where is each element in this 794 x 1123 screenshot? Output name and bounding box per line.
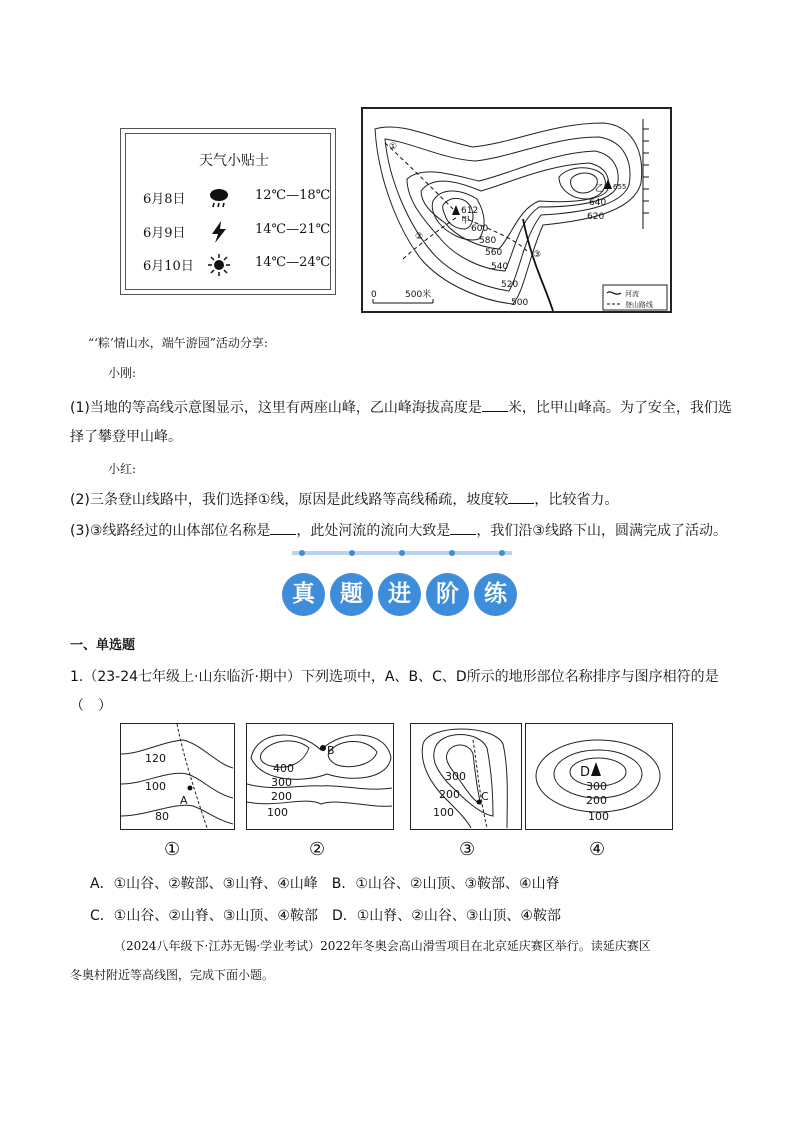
q3-text-b: ，此处河流的流向大致是 — [296, 523, 451, 539]
next-question-intro-continued: 冬奥村附近等高线图，完成下面小题。 — [70, 968, 275, 982]
contour-label-640: 640 — [589, 198, 607, 208]
speaker-xiaohong: 小红: — [108, 462, 137, 476]
rain-cloud-icon — [207, 186, 231, 210]
options-row-2[interactable]: C．①山谷、②山脊、③山顶、④鞍部 D．①山脊、②山谷、③山顶、④鞍部 — [90, 908, 561, 924]
figure-1-level: 120 — [145, 752, 166, 765]
figure-valley — [120, 723, 235, 830]
figure-4-number: ④ — [589, 839, 606, 860]
cliff-symbol — [643, 119, 649, 229]
figure-3-level: 200 — [439, 788, 460, 801]
q3-text-c: ，我们沿③线路下山，圆满完成了活动。 — [476, 523, 727, 539]
figure-4-svg — [526, 724, 671, 828]
banner-char: 真 — [282, 573, 325, 616]
figure-2-number: ② — [309, 839, 326, 860]
weather-date: 6月9日 — [143, 226, 186, 241]
figure-3-level: 100 — [433, 806, 454, 819]
q1-text-a: (1)当地的等高线示意图显示，这里有两座山峰，乙山峰海拔高度是 — [70, 400, 482, 416]
banner-char: 练 — [474, 573, 517, 616]
figure-1-number: ① — [164, 839, 181, 860]
speaker-xiaogang: 小刚: — [108, 366, 137, 380]
weather-temp: 14℃—21℃ — [255, 222, 331, 237]
contour-map — [361, 107, 672, 313]
figure-3-point: C — [481, 790, 489, 803]
question-3-line — [70, 520, 727, 540]
contour-label-580: 580 — [479, 236, 497, 246]
peak-yi-elev: 655 — [613, 183, 627, 191]
answer-blank[interactable] — [450, 521, 476, 535]
route-1-label: ① — [389, 142, 398, 152]
q1-text-b: 米，比甲山峰高。为了安全，我们选 — [507, 400, 732, 416]
peak-jia-marker — [452, 205, 460, 215]
route-2-label: ② — [415, 232, 424, 242]
contour-label-620: 620 — [587, 212, 605, 222]
legend-route-label: 登山路线 — [625, 301, 653, 309]
answer-blank[interactable] — [270, 521, 296, 535]
weather-date: 6月10日 — [143, 259, 194, 274]
weather-row — [143, 253, 333, 275]
sun-icon — [207, 253, 231, 277]
scale-distance: 500米 — [405, 290, 432, 300]
peak-yi-name: 乙 — [595, 184, 605, 194]
contour-label-560: 560 — [485, 248, 503, 258]
figure-peak — [525, 723, 673, 830]
weather-card-inner-border — [125, 133, 331, 290]
answer-blank[interactable] — [508, 490, 534, 504]
peak-jia-name: 甲 — [461, 216, 471, 226]
section-title: 一、单选题 — [70, 638, 136, 653]
activity-intro: “‘粽’情山水，端午游园”活动分享: — [88, 336, 268, 350]
figure-4-level: 300 — [586, 780, 607, 793]
figure-1-point: A — [180, 794, 188, 807]
q2-text-a: (2)三条登山线路中，我们选择①线，原因是此线路等高线稀疏，坡度较 — [70, 492, 509, 508]
figure-2-level: 200 — [271, 790, 292, 803]
contour-label-520: 520 — [501, 280, 519, 290]
q2-text-b: ，比较省力。 — [534, 492, 619, 508]
figure-1-level: 100 — [145, 780, 166, 793]
lightning-icon — [207, 220, 231, 244]
figure-4-level: 200 — [586, 794, 607, 807]
contour-540 — [407, 151, 618, 271]
figure-2-svg — [247, 724, 392, 828]
contour-label-600: 600 — [471, 224, 489, 234]
banner-char: 题 — [330, 573, 373, 616]
figure-4-point: D — [580, 765, 591, 780]
route-2 — [403, 217, 457, 259]
legend-river-label: 河流 — [625, 290, 639, 298]
scale-zero: 0 — [371, 290, 377, 300]
q3-text-a: (3)③线路经过的山体部位名称是 — [70, 523, 271, 539]
contour-label-500: 500 — [511, 298, 529, 308]
weather-row — [143, 220, 333, 242]
contour-560 — [421, 163, 608, 249]
figure-2-level: 100 — [267, 806, 288, 819]
figure-1-level: 80 — [155, 810, 169, 823]
figure-3-level: 300 — [445, 770, 466, 783]
question-1-paren[interactable]: （ ） — [70, 698, 112, 714]
contour-label-540: 540 — [491, 262, 509, 272]
question-1-continued: 择了攀登甲山峰。 — [70, 429, 182, 445]
banner-dotted-rule — [282, 547, 522, 559]
banner-char: 进 — [378, 573, 421, 616]
route-1 — [385, 143, 453, 209]
weather-row — [143, 186, 333, 208]
weather-card — [120, 128, 336, 295]
figure-2-level: 400 — [273, 762, 294, 775]
figure-4-level: 100 — [588, 810, 609, 823]
weather-date: 6月8日 — [143, 192, 186, 207]
figure-2-level: 300 — [271, 776, 292, 789]
peak-jia-elev: 612 — [461, 206, 479, 216]
contour-640 — [571, 173, 598, 193]
contour-map-svg — [363, 109, 670, 311]
figure-1-svg — [121, 724, 233, 828]
figure-2-point: B — [327, 744, 335, 757]
route-3-label: ③ — [533, 250, 542, 260]
options-row-1[interactable]: A．①山谷、②鞍部、③山脊、④山峰 B．①山谷、②山顶、③鞍部、④山脊 — [90, 876, 560, 892]
weather-temp: 12℃—18℃ — [255, 188, 331, 203]
figure-ridge — [410, 723, 522, 830]
figure-3-number: ③ — [459, 839, 476, 860]
next-question-intro: （2024八年级下·江苏无锡·学业考试）2022年冬奥会高山滑雪项目在北京延庆赛区举行。读延庆赛区 — [114, 939, 651, 953]
answer-blank[interactable] — [482, 398, 508, 412]
banner-char: 阶 — [426, 573, 469, 616]
question-1-stem: 1.（23-24七年级上·山东临沂·期中）下列选项中，A、B、C、D所示的地形部位名称排序与图序相符的是 — [70, 669, 719, 685]
question-1-line — [70, 397, 732, 417]
figure-saddle — [246, 723, 394, 830]
section-banner — [282, 547, 522, 617]
weather-card-title: 天气小贴士 — [199, 153, 269, 169]
question-2-line — [70, 489, 618, 509]
figure-3-svg — [411, 724, 520, 828]
weather-temp: 14℃—24℃ — [255, 255, 331, 270]
